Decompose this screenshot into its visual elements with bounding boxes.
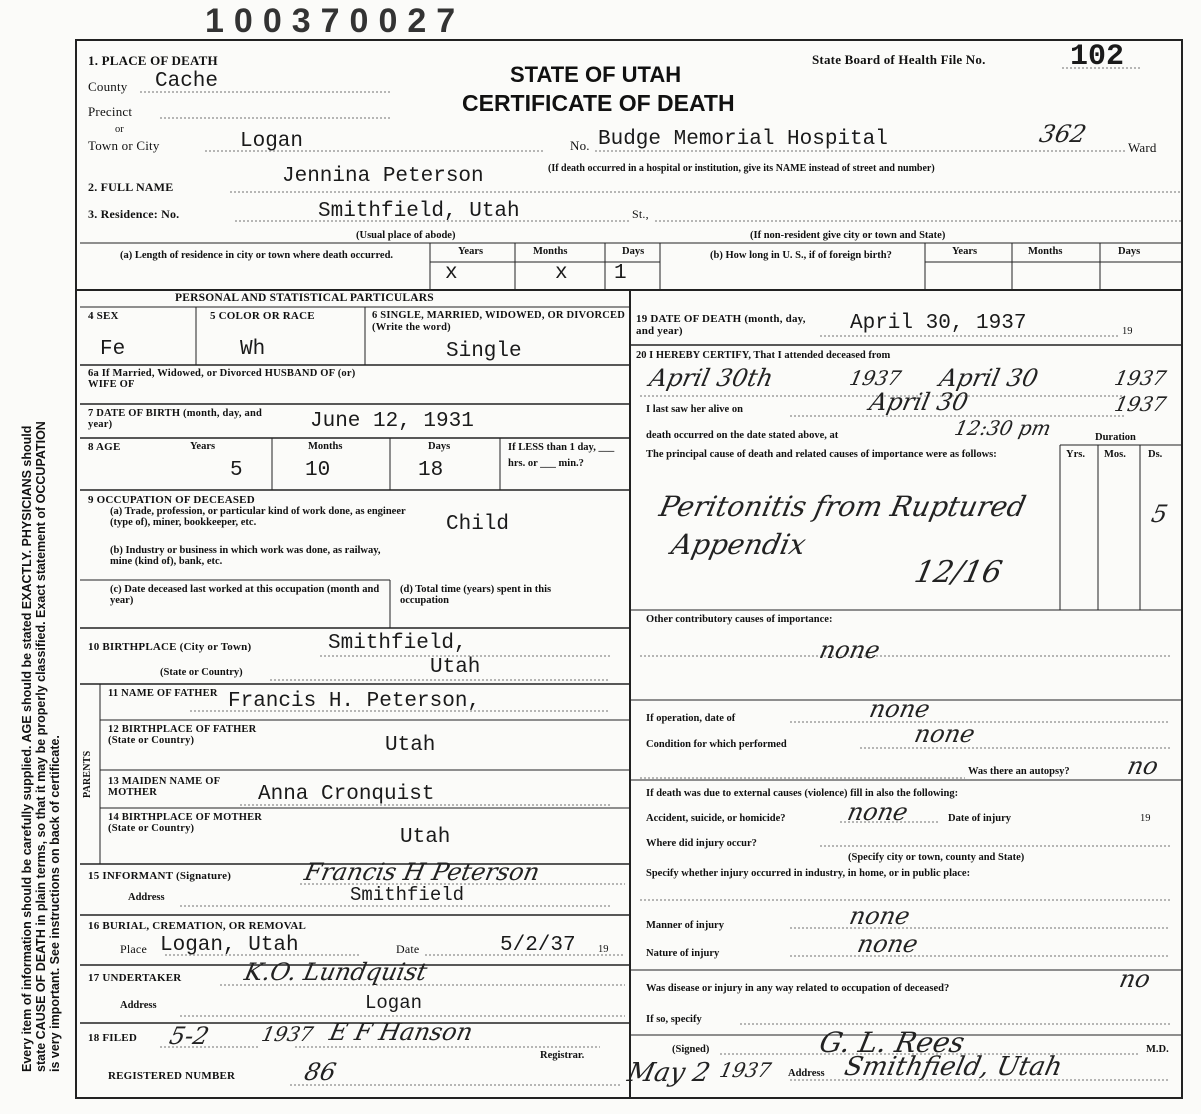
mother-birthplace-label: 14 BIRTHPLACE OF MOTHER (State or Country) xyxy=(108,812,263,834)
race-label: 5 COLOR OR RACE xyxy=(210,310,315,322)
manner-label: Manner of injury xyxy=(646,920,724,931)
serial-number: 100370027 xyxy=(205,2,466,40)
certificate-title: CERTIFICATE OF DEATH xyxy=(462,90,735,116)
cause-secondary: Appendix xyxy=(668,528,809,561)
occupation-related-label: Was disease or injury in any way related to occupation of deceased? xyxy=(646,983,950,994)
death-occurred-label: death occurred on the date stated above, at xyxy=(646,430,839,441)
accident-label: Accident, suicide, or homicide? xyxy=(646,813,786,824)
us-months-header: Months xyxy=(1028,246,1063,257)
ward-label: Ward xyxy=(1128,140,1157,155)
md-label: M.D. xyxy=(1146,1044,1169,1055)
residence-value: Smithfield, Utah xyxy=(318,200,520,223)
place-of-death-heading: 1. PLACE OF DEATH xyxy=(88,53,218,68)
dod-year-suffix: 19 xyxy=(1122,326,1133,337)
condition-label: Condition for which performed xyxy=(646,739,787,750)
registrar-label: Registrar. xyxy=(540,1050,585,1061)
contributory-value: none xyxy=(817,636,883,664)
res-months-header: Months xyxy=(533,246,568,257)
file-number: 102 xyxy=(1070,40,1125,74)
accident-value: none xyxy=(845,798,911,826)
instruction-sidebar xyxy=(20,421,62,1072)
contributory-label: Other contributory causes of importance: xyxy=(646,614,833,625)
manner-value: none xyxy=(847,902,913,930)
nature-value: none xyxy=(855,930,921,958)
signed-label: (Signed) xyxy=(672,1044,710,1055)
death-time: 12:30 pm xyxy=(952,416,1054,440)
injury-place-label: Where did injury occur? xyxy=(646,838,757,849)
occupation-related-value: no xyxy=(1117,965,1153,993)
full-name-value: Jennina Peterson xyxy=(282,165,484,188)
physician-signature: G. L. Rees xyxy=(816,1026,968,1059)
nonresident-note: (If non-resident give city or town and State) xyxy=(750,230,946,241)
dod-value: April 30, 1937 xyxy=(850,312,1027,335)
age-years-value: 5 xyxy=(230,459,243,482)
age-months-label: Months xyxy=(308,441,343,452)
hospital-note: (If death occurred in a hospital or institution, give its NAME instead of street and number) xyxy=(548,163,935,174)
birthplace-state-label: (State or Country) xyxy=(160,667,243,678)
residence-label: 3. Residence: No. xyxy=(88,207,180,221)
us-residence-label: (b) How long in U. S., if of foreign birth? xyxy=(710,250,892,261)
father-name-value: Francis H. Peterson, xyxy=(228,690,481,713)
race-value: Wh xyxy=(240,338,266,361)
signature-date: May 2 xyxy=(624,1058,713,1088)
dob-value: June 12, 1931 xyxy=(310,410,474,433)
burial-date-value: 5/2/37 xyxy=(500,934,576,957)
sex-value: Fe xyxy=(100,338,126,361)
occupation-b-label: (b) Industry or business in which work was done, as railway, mine (kind of), bank, etc. xyxy=(110,545,381,567)
burial-label: 16 BURIAL, CREMATION, OR REMOVAL xyxy=(88,920,307,932)
cause-primary: Peritonitis from Ruptured xyxy=(656,490,1029,523)
undertaker-signature: K.O. Lundquist xyxy=(242,958,430,986)
last-saw-date: April 30 xyxy=(867,388,971,416)
burial-place-value: Logan, Utah xyxy=(160,934,299,957)
res-years-value: x xyxy=(445,262,458,285)
attended-to-date: April 30 xyxy=(937,364,1041,392)
mother-name-value: Anna Cronquist xyxy=(258,783,435,806)
signature-year: 1937 xyxy=(717,1058,774,1082)
burial-place-label: Place xyxy=(120,942,147,956)
specify-place-note: (Specify city or town, county and State) xyxy=(848,852,1025,863)
ward-number: 362 xyxy=(1037,120,1089,148)
filed-year: 1937 xyxy=(259,1022,316,1046)
res-days-value: 1 xyxy=(614,262,627,285)
occupation-value: Child xyxy=(446,513,510,536)
last-saw-label: I last saw her alive on xyxy=(646,404,743,415)
street-label: St., xyxy=(632,207,649,221)
duration-mos-label: Mos. xyxy=(1104,449,1126,460)
abode-note: (Usual place of abode) xyxy=(356,230,456,241)
res-days-header: Days xyxy=(622,246,645,257)
occupation-c-label: (c) Date deceased last worked at this occupation (month and year) xyxy=(110,584,380,606)
age-years-label: Years xyxy=(190,441,216,452)
autopsy-value: no xyxy=(1125,752,1161,780)
town-value: Logan xyxy=(240,130,304,153)
dod-label: 19 DATE OF DEATH (month, day, and year) xyxy=(636,313,806,337)
instruction-line: Every item of information should be carefully supplied. AGE should be stated EXACTLY. PHYSICIANS should xyxy=(20,425,34,1072)
filed-label: 18 FILED xyxy=(88,1032,137,1044)
duration-label: Duration xyxy=(1095,432,1136,443)
state-title: STATE OF UTAH xyxy=(510,62,682,87)
father-birthplace-value: Utah xyxy=(385,734,436,757)
physician-address: Smithfield, Utah xyxy=(841,1052,1066,1082)
birthplace-state: Utah xyxy=(430,656,481,679)
age-days-label: Days xyxy=(428,441,451,452)
county-value: Cache xyxy=(155,70,219,93)
nature-label: Nature of injury xyxy=(646,948,720,959)
occupation-label: 9 OCCUPATION OF DECEASED xyxy=(88,494,255,506)
occupation-a-label: (a) Trade, profession, or particular kind of work done, as engineer (type of), miner, bookkeeper, etc. xyxy=(110,506,406,528)
duration-ds-label: Ds. xyxy=(1148,449,1163,460)
res-years-header: Years xyxy=(458,246,484,257)
marital-label: 6 SINGLE, MARRIED, WIDOWED, OR DIVORCED (Write the word) xyxy=(372,310,626,333)
or-label: or xyxy=(115,124,124,135)
burial-date-label: Date xyxy=(396,942,420,956)
instruction-line: is very important. See instructions on back of certificate. xyxy=(48,735,62,1072)
informant-address: Smithfield xyxy=(350,884,465,906)
personal-heading: PERSONAL AND STATISTICAL PARTICULARS xyxy=(175,292,434,304)
attended-to-year: 1937 xyxy=(1112,366,1169,390)
mother-birthplace-value: Utah xyxy=(400,826,451,849)
res-months-value: x xyxy=(555,262,568,285)
street-no-label: No. xyxy=(570,138,590,153)
undertaker-address-label: Address xyxy=(120,1000,157,1011)
dob-label: 7 DATE OF BIRTH (month, day, and year) xyxy=(88,408,263,430)
age-months-value: 10 xyxy=(305,459,331,482)
burial-year-suffix: 19 xyxy=(598,944,609,955)
informant-address-label: Address xyxy=(128,892,165,903)
undertaker-address: Logan xyxy=(365,992,423,1014)
file-number-label: State Board of Health File No. xyxy=(812,52,986,67)
hospital-value: Budge Memorial Hospital xyxy=(598,128,888,151)
condition-value: none xyxy=(912,720,978,748)
attended-from-date: April 30th xyxy=(647,364,776,392)
injury-industry-label: Specify whether injury occurred in industry, in home, or in public place: xyxy=(646,868,971,879)
county-label: County xyxy=(88,79,128,94)
town-label: Town or City xyxy=(88,138,160,153)
operation-value: none xyxy=(867,695,933,723)
full-name-label: 2. FULL NAME xyxy=(88,180,174,194)
us-days-header: Days xyxy=(1118,246,1141,257)
father-birthplace-label: 12 BIRTHPLACE OF FATHER (State or Country) xyxy=(108,724,257,746)
certify-label: 20 I HEREBY CERTIFY, That I attended deceased from xyxy=(636,350,891,361)
cause-code: 12/16 xyxy=(911,555,1006,590)
spouse-label: 6a If Married, Widowed, or Divorced HUSBAND OF (or) WIFE OF xyxy=(88,368,356,390)
registered-number-value: 86 xyxy=(302,1058,339,1086)
less-than-day-label: If LESS than 1 day, ___ hrs. or ___ min.? xyxy=(508,442,615,469)
age-label: 8 AGE xyxy=(88,441,121,453)
undertaker-label: 17 UNDERTAKER xyxy=(88,972,182,984)
marital-value: Single xyxy=(446,340,522,363)
operation-label: If operation, date of xyxy=(646,713,736,724)
cause-duration-days: 5 xyxy=(1149,500,1171,528)
residence-length-label: (a) Length of residence in city or town where death occurred. xyxy=(120,250,394,261)
registered-number-label: REGISTERED NUMBER xyxy=(108,1070,236,1082)
us-years-header: Years xyxy=(952,246,978,257)
injury-year-suffix: 19 xyxy=(1140,813,1151,824)
filed-date: 5-2 xyxy=(167,1022,212,1050)
specify-label: If so, specify xyxy=(646,1014,702,1025)
attended-from-year: 1937 xyxy=(847,366,904,390)
informant-label: 15 INFORMANT (Signature) xyxy=(88,870,232,882)
registrar-signature: E F Hanson xyxy=(327,1018,476,1046)
external-causes-label: If death was due to external causes (violence) fill in also the following: xyxy=(646,788,959,799)
duration-yrs-label: Yrs. xyxy=(1066,449,1085,460)
birthplace-label: 10 BIRTHPLACE (City or Town) xyxy=(88,641,252,653)
parents-side-label: PARENTS xyxy=(82,750,93,798)
injury-date-label: Date of injury xyxy=(948,813,1011,824)
occupation-d-label: (d) Total time (years) spent in this occupation xyxy=(400,584,552,606)
physician-address-label: Address xyxy=(788,1068,825,1079)
precinct-label: Precinct xyxy=(88,104,133,119)
birthplace-city: Smithfield, xyxy=(328,632,467,655)
informant-signature: Francis H Peterson xyxy=(302,858,543,886)
age-days-value: 18 xyxy=(418,459,444,482)
sex-label: 4 SEX xyxy=(88,310,119,322)
instruction-line: state CAUSE OF DEATH in plain terms, so that it may be properly classified. Exact statement of OCCUPATION xyxy=(34,421,48,1072)
mother-name-label: 13 MAIDEN NAME OF MOTHER xyxy=(108,776,220,798)
cause-label: The principal cause of death and related causes of importance were as follows: xyxy=(646,449,997,460)
father-name-label: 11 NAME OF FATHER xyxy=(108,688,218,699)
last-saw-year: 1937 xyxy=(1112,392,1169,416)
autopsy-label: Was there an autopsy? xyxy=(968,766,1070,777)
